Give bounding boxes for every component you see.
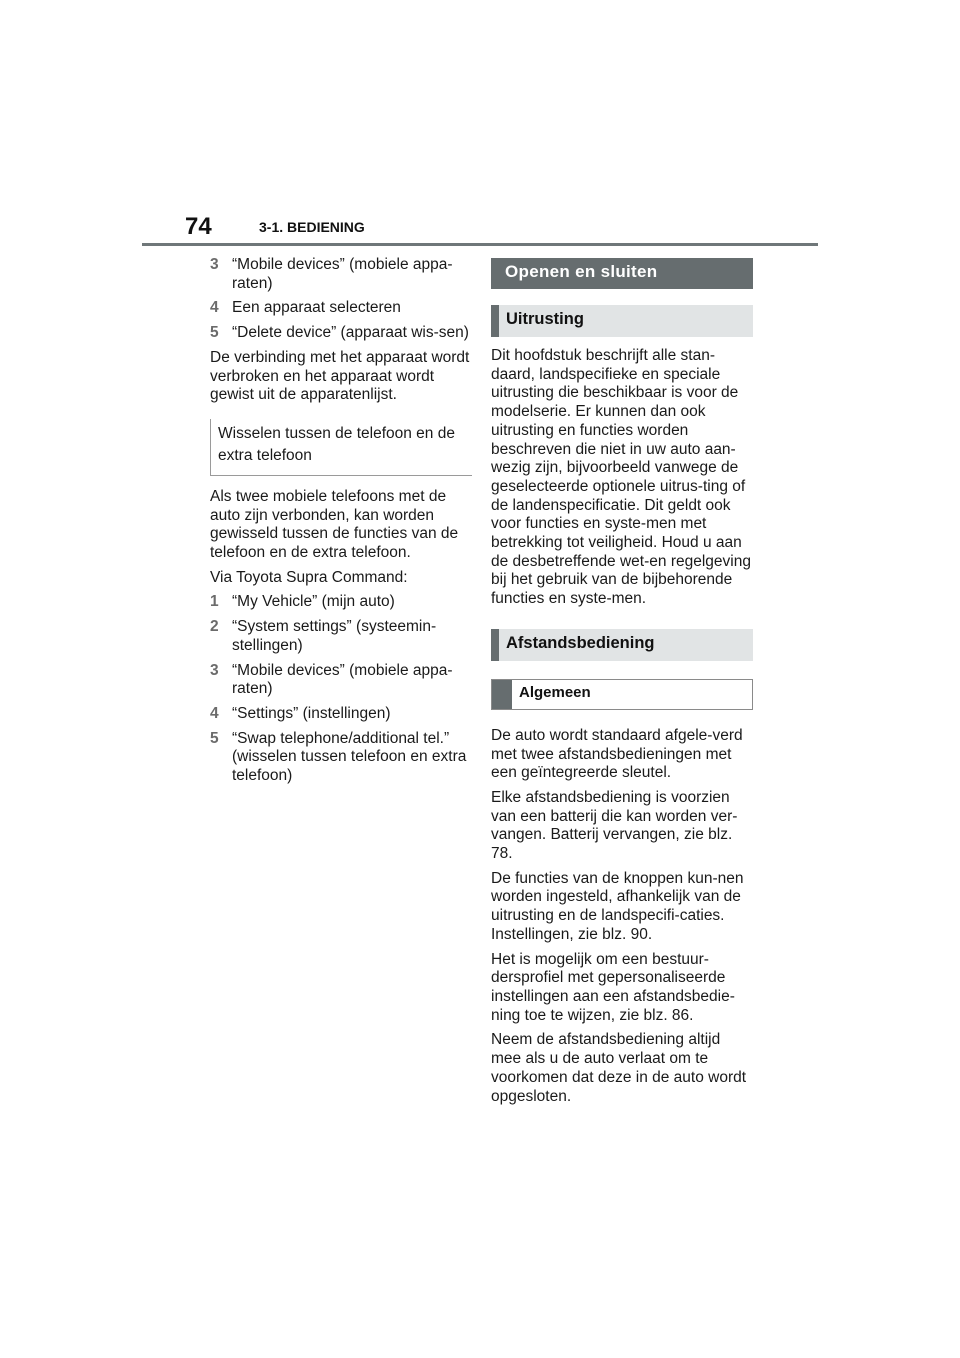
left-column [210,256,472,792]
paragraph-two-phones: Als twee mobiele telefoons met de auto zijn verbonden, kan worden gewisseld tussen de functies van de telefoon en de extra telefoon. [210,487,459,562]
step-number: 1 [210,593,219,611]
paragraph-remote-battery: Elke afstandsbediening is voorzien van een batterij die kan worden ver-vangen. Batterij vervangen, zie blz. 78. [491,788,738,863]
page-number: 74 [185,213,212,240]
paragraph-equipment: Dit hoofdstuk beschrijft alle stan-daard, landspecifieke en speciale uitrusting die beschikbaar is voor de modelserie. Er kunnen dan ook uitrusting en functies worden beschreven die niet in uw auto aan-wezig zijn, bijvoorbeeld vanwege de geselecteerde optionele uitrus-ting of de landenspecificatie. Dit geldt ook voor functies en syste-men met betrekking tot veiligheid. Houd u aan de desbetreffende wet-en regelgeving bij het gebruik van de bijbehorende functies en syste-men. [491,347,751,608]
heading-bar-equipment [491,305,753,337]
step-item [210,662,472,699]
step-item [210,593,472,612]
step-item [210,618,472,655]
step-text: “Swap telephone/additional tel.” (wisselen tussen telefoon en extra telefoon) [232,729,467,785]
step-number: 3 [210,256,219,273]
step-text: “Settings” (instellingen) [232,704,391,722]
step-text: “Mobile devices” (mobiele appa-raten) [232,661,453,698]
heading-accent [491,629,499,661]
header-divider [142,243,818,246]
heading-equipment: Uitrusting [506,310,584,328]
chapter-title-bar: Openen en sluiten [491,258,753,289]
step-number: 4 [210,299,219,317]
step-item [210,324,472,343]
paragraph-remote-standard: De auto wordt standaard afgele-verd met twee afstandsbedieningen met een geïntegreerde sleutel. [491,726,743,782]
heading-accent [491,305,499,337]
section-title: 3-1. BEDIENING [259,219,365,235]
step-text: “System settings” (systeemin-stellingen) [232,618,437,654]
paragraph-disconnect: De verbinding met het apparaat wordt verbroken en het apparaat wordt gewist uit de apparatenlijst. [210,348,470,404]
step-item [210,299,472,318]
heading-bar-remote [491,629,753,661]
step-item [210,705,472,724]
paragraph-remote-buttons: De functies van de knoppen kun-nen worden ingesteld, afhankelijk van de uitrusting en de landspecifi-caties. Instellingen, zie blz. 90. [491,869,744,943]
paragraph-remote-profile: Het is mogelijk om een bestuur-dersprofiel met gepersonaliseerde instellingen aan een afstandsbedie-ning toe te wijzen, zie blz. 86. [491,950,735,1024]
heading-general: Algemeen [519,683,591,701]
paragraph-via-command: Via Toyota Supra Command: [210,568,408,586]
subheading-swap-phones: Wisselen tussen de telefoon en de extra telefoon [210,419,472,476]
step-number: 5 [210,324,219,342]
step-number: 2 [210,618,219,636]
step-text: “My Vehicle” (mijn auto) [232,593,395,611]
step-text: Een apparaat selecteren [232,299,401,317]
step-number: 4 [210,704,219,722]
step-item [210,730,472,786]
step-text: “Delete device” (apparaat wis-sen) [232,324,469,342]
heading-bar-general [491,679,753,710]
step-number: 3 [210,661,219,679]
right-column [491,258,753,1112]
step-text: “Mobile devices” (mobiele appa-raten) [232,256,453,292]
step-number: 5 [210,729,219,747]
heading-remote-control: Afstandsbediening [506,633,655,652]
heading-accent [492,680,512,709]
step-item [210,256,472,293]
paragraph-remote-take-along: Neem de afstandsbediening altijd mee als u de auto verlaat om te voorkomen dat deze in de auto wordt opgesloten. [491,1031,747,1105]
